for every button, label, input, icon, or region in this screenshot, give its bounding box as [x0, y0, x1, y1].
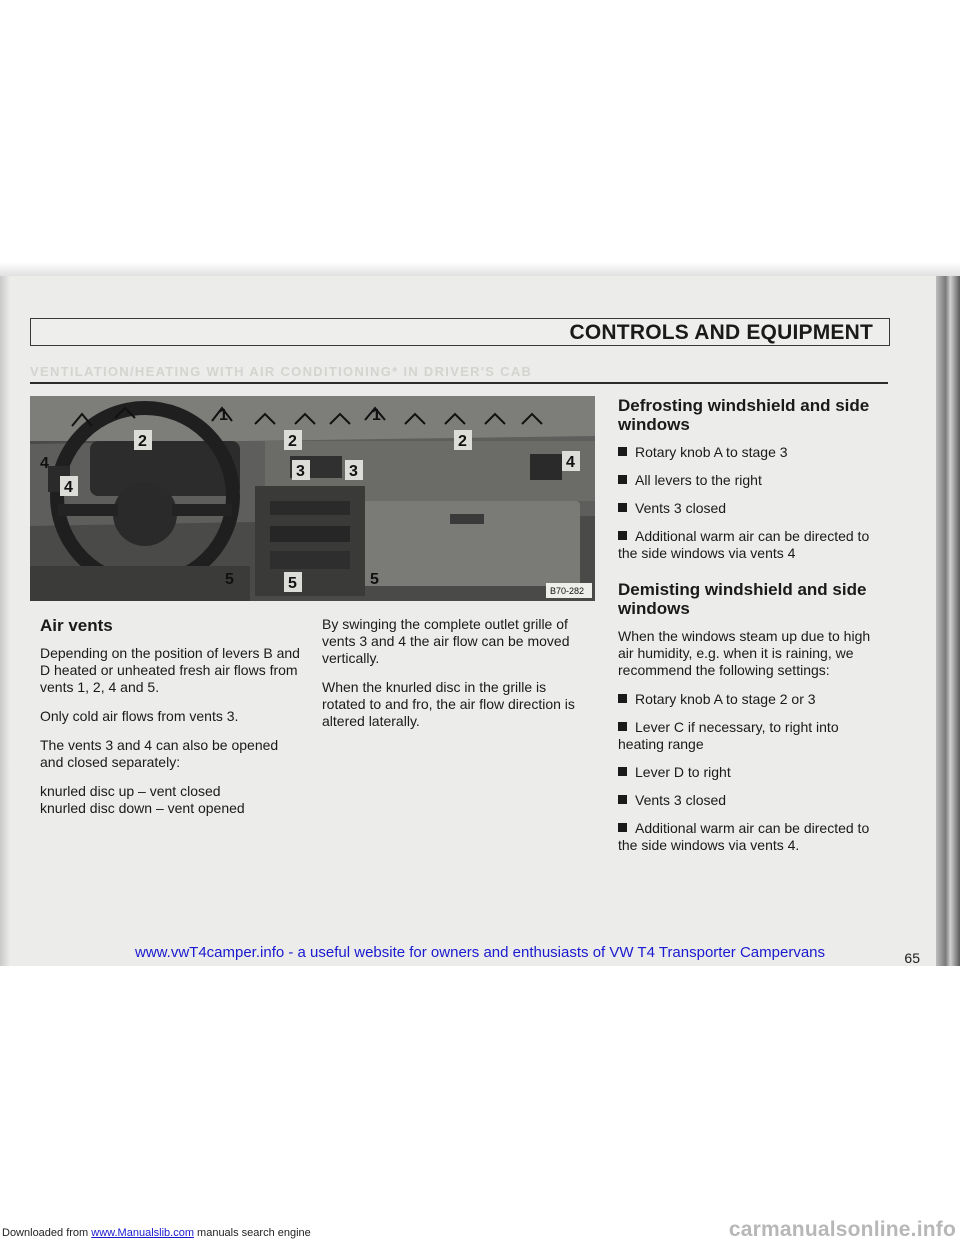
- site-watermark: carmanualsonline.info: [728, 1218, 956, 1241]
- text-line: knurled disc up – vent closed: [40, 783, 221, 799]
- air-vents-column: [40, 616, 305, 817]
- paragraph: The vents 3 and 4 can also be opened and closed separately:: [40, 737, 279, 770]
- paragraph: When the knurled disc in the grille is rotated to and fro, the air flow direction is altered laterally.: [322, 679, 575, 729]
- callout-label: 4: [64, 479, 73, 496]
- paragraph: By swinging the complete outlet grille of vents 3 and 4 the air flow can be moved vertically.: [322, 616, 570, 666]
- text-line: knurled disc down – vent opened: [40, 800, 245, 816]
- paragraph: Only cold air flows from vents 3.: [40, 708, 239, 724]
- page-left-edge: [0, 276, 10, 966]
- section-header-bar: [30, 318, 890, 346]
- callout-label: 5: [288, 575, 297, 592]
- bullet-square-icon: [618, 447, 627, 456]
- vehicle-dashboard-photo-icon: [30, 396, 595, 601]
- callout-label: 5: [225, 571, 234, 588]
- download-attribution: Downloaded from www.Manualslib.com manuals search engine: [2, 1227, 311, 1239]
- callout-label: 4: [40, 455, 49, 472]
- bullet-square-icon: [618, 531, 627, 540]
- defrosting-heading: Defrosting windshield and side windows: [618, 396, 870, 434]
- callout-label: 1: [372, 407, 381, 424]
- page-binding-edge: [936, 276, 960, 966]
- section-title: CONTROLS AND EQUIPMENT: [569, 321, 873, 344]
- right-column: [618, 396, 888, 865]
- bullet-square-icon: [618, 503, 627, 512]
- callout-label: 1: [219, 407, 228, 424]
- air-vents-heading: Air vents: [40, 616, 113, 635]
- vent-adjustment-column: [322, 616, 590, 742]
- callout-label: 2: [288, 433, 297, 450]
- bullet-item: Rotary knob A to stage 3: [618, 444, 888, 461]
- demisting-heading: Demisting windshield and side windows: [618, 580, 867, 618]
- callout-label: 2: [138, 433, 147, 450]
- bullet-item: Vents 3 closed: [618, 792, 888, 809]
- callout-label: 3: [296, 463, 305, 480]
- paragraph: When the windows steam up due to high air humidity, e.g. when it is raining, we recommend the following settings:: [618, 628, 871, 678]
- bullet-square-icon: [618, 767, 627, 776]
- header-rule: [30, 382, 888, 384]
- bullet-item: Lever C if necessary, to right into heating range: [618, 719, 839, 752]
- faded-bleed-through-heading: VENTILATION/HEATING WITH AIR CONDITIONING* IN DRIVER'S CAB: [30, 364, 533, 379]
- bullet-item: Additional warm air can be directed to the side windows via vents 4: [618, 528, 870, 561]
- callout-label: 5: [370, 571, 379, 588]
- callout-label: 4: [566, 454, 575, 471]
- bullet-square-icon: [618, 823, 627, 832]
- manual-page: [0, 276, 960, 966]
- page-number: 65: [904, 950, 920, 966]
- vwt4camper-footer-link[interactable]: www.vwT4camper.info - a useful website for owners and enthusiasts of VW T4 Transporter Campervans: [134, 944, 826, 961]
- bullet-item: Additional warm air can be directed to the side windows via vents 4.: [618, 820, 870, 853]
- manualslib-link[interactable]: www.Manualslib.com: [91, 1227, 194, 1239]
- callout-label: 3: [349, 463, 358, 480]
- bullet-square-icon: [618, 475, 627, 484]
- bullet-item: Vents 3 closed: [618, 500, 888, 517]
- paragraph: Depending on the position of levers B and D heated or unheated fresh air flows from vents 1, 2, 4 and 5.: [40, 645, 300, 695]
- bullet-item: Lever D to right: [618, 764, 888, 781]
- bullet-square-icon: [618, 795, 627, 804]
- figure-code: B70-282: [550, 586, 585, 596]
- bullet-square-icon: [618, 694, 627, 703]
- bullet-item: Rotary knob A to stage 2 or 3: [618, 691, 888, 708]
- callout-label: 2: [458, 433, 467, 450]
- bullet-item: All levers to the right: [618, 472, 888, 489]
- dashboard-photo: [30, 396, 595, 601]
- bullet-square-icon: [618, 722, 627, 731]
